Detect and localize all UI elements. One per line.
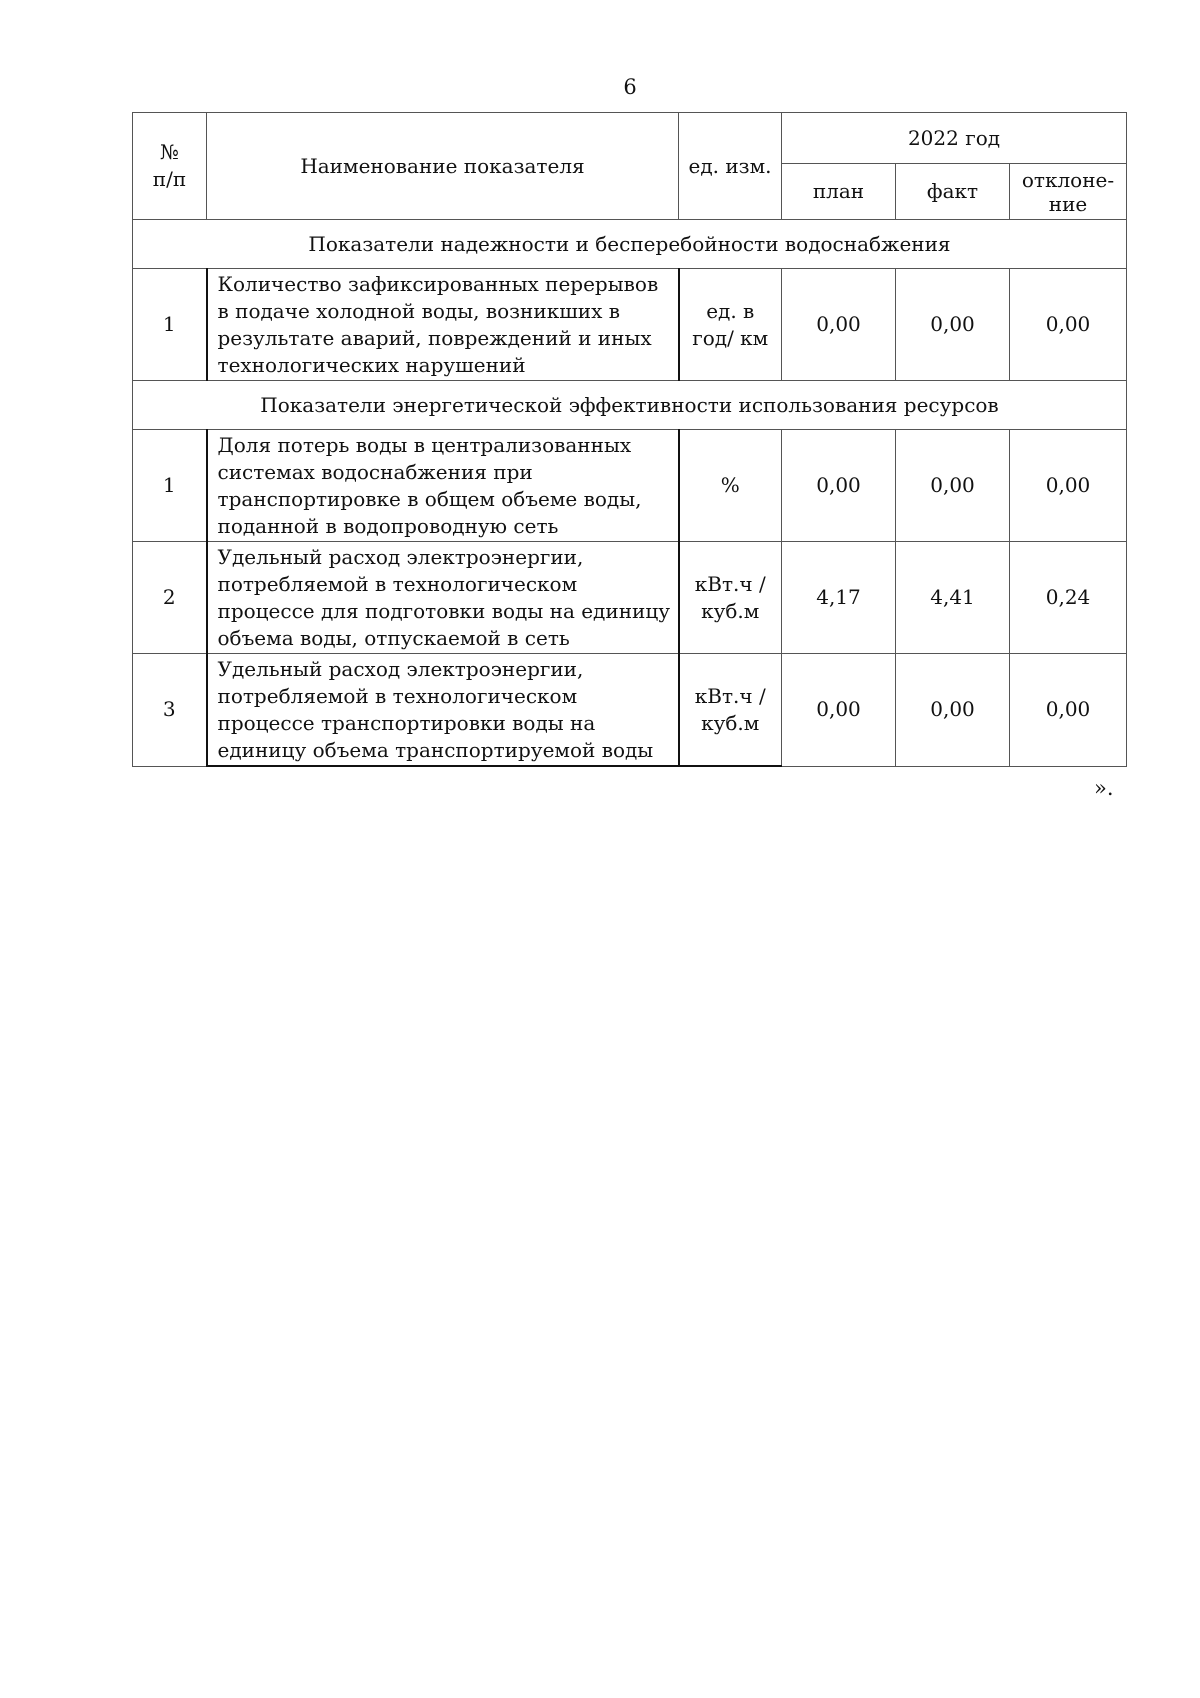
row-deviation: 0,24 — [1010, 542, 1127, 654]
table-row — [133, 654, 1127, 767]
section-row — [133, 381, 1127, 430]
row-num: 1 — [133, 269, 207, 381]
header-fact: факт — [896, 164, 1010, 220]
row-plan: 0,00 — [782, 430, 896, 542]
row-fact: 4,41 — [896, 542, 1010, 654]
row-fact: 0,00 — [896, 269, 1010, 381]
row-fact: 0,00 — [896, 430, 1010, 542]
header-unit: ед. изм. — [679, 113, 782, 220]
row-name: Доля потерь воды в централизованных системах водоснабжения при транспортировке в общем объеме воды, поданной в водопроводную сеть — [207, 430, 679, 542]
closing-quote: ». — [1094, 776, 1114, 800]
row-unit: кВт.ч / куб.м — [679, 654, 782, 767]
row-unit: % — [679, 430, 782, 542]
table-row — [133, 542, 1127, 654]
section-title: Показатели надежности и бесперебойности водоснабжения — [133, 220, 1127, 269]
header-deviation: отклоне-ние — [1010, 164, 1127, 220]
row-unit: ед. в год/ км — [679, 269, 782, 381]
table-row — [133, 269, 1127, 381]
table-row — [133, 430, 1127, 542]
section-row — [133, 220, 1127, 269]
header-name: Наименование показателя — [207, 113, 679, 220]
row-num: 3 — [133, 654, 207, 767]
indicators-table — [132, 112, 1127, 767]
row-plan: 4,17 — [782, 542, 896, 654]
header-year: 2022 год — [782, 113, 1127, 164]
row-name: Удельный расход электроэнергии, потребляемой в технологическом процессе для подготовки воды на единицу объема воды, отпускаемой в сеть — [207, 542, 679, 654]
header-num: № п/п — [133, 113, 207, 220]
table-header-row — [133, 113, 1127, 164]
row-unit: кВт.ч / куб.м — [679, 542, 782, 654]
row-plan: 0,00 — [782, 269, 896, 381]
row-num: 1 — [133, 430, 207, 542]
row-plan: 0,00 — [782, 654, 896, 767]
header-plan: план — [782, 164, 896, 220]
row-name: Удельный расход электроэнергии, потребляемой в технологическом процессе транспортировки воды на единицу объема транспортируемой воды — [207, 654, 679, 767]
row-deviation: 0,00 — [1010, 269, 1127, 381]
row-fact: 0,00 — [896, 654, 1010, 767]
row-deviation: 0,00 — [1010, 654, 1127, 767]
page-number: 6 — [623, 75, 637, 99]
row-num: 2 — [133, 542, 207, 654]
row-name: Количество зафиксированных перерывов в подаче холодной воды, возникших в результате аварий, повреждений и иных технологических нарушений — [207, 269, 679, 381]
section-title: Показатели энергетической эффективности использования ресурсов — [133, 381, 1127, 430]
row-deviation: 0,00 — [1010, 430, 1127, 542]
